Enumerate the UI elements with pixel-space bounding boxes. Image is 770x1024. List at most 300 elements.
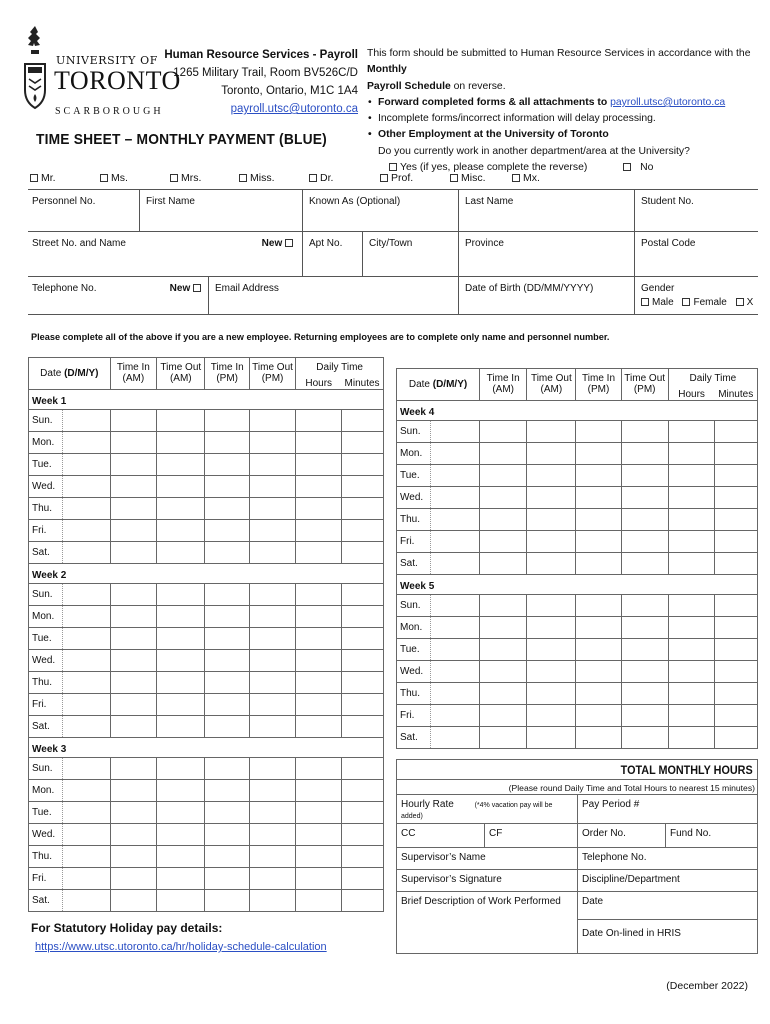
time-in-pm-cell[interactable] — [576, 508, 621, 530]
hours-cell[interactable] — [668, 508, 714, 530]
time-out-pm-cell[interactable] — [621, 660, 668, 682]
time-in-am-cell[interactable] — [110, 715, 156, 737]
day-cell[interactable]: Thu. — [29, 845, 111, 867]
table-row — [397, 486, 758, 508]
first-name-field[interactable]: First Name — [139, 190, 302, 231]
minutes-cell[interactable] — [341, 453, 383, 475]
time-in-am-cell[interactable] — [110, 671, 156, 693]
street-field[interactable]: Street No. and Name New — [28, 232, 302, 276]
time-in-am-cell[interactable] — [110, 801, 156, 823]
time-in-am-cell[interactable] — [480, 530, 527, 552]
time-in-pm-cell[interactable] — [576, 616, 621, 638]
day-cell[interactable]: Fri. — [29, 693, 111, 715]
time-in-pm-cell[interactable] — [205, 409, 249, 431]
day-cell[interactable]: Tue. — [29, 801, 111, 823]
personnel-no-field[interactable]: Personnel No. — [32, 196, 96, 207]
hours-cell[interactable] — [668, 464, 714, 486]
hours-cell[interactable] — [296, 671, 341, 693]
hours-cell[interactable] — [296, 519, 341, 541]
hours-cell[interactable] — [296, 823, 341, 845]
hours-cell[interactable] — [296, 889, 341, 911]
minutes-cell[interactable] — [341, 583, 383, 605]
date-hris-field[interactable]: Date On-lined in HRIS — [577, 920, 757, 954]
checkbox-icon[interactable] — [30, 174, 38, 182]
time-out-pm-cell[interactable] — [249, 889, 295, 911]
checkbox-icon[interactable] — [309, 174, 317, 182]
time-in-pm-cell[interactable] — [205, 845, 249, 867]
time-in-pm-cell[interactable] — [205, 757, 249, 779]
time-in-pm-cell[interactable] — [576, 442, 621, 464]
time-out-am-cell[interactable] — [527, 420, 576, 442]
time-in-am-cell[interactable] — [110, 845, 156, 867]
time-in-am-cell[interactable] — [110, 627, 156, 649]
time-out-am-cell[interactable] — [157, 453, 205, 475]
time-out-am-cell[interactable] — [157, 605, 205, 627]
minutes-cell[interactable] — [341, 497, 383, 519]
day-cell[interactable]: Tue. — [29, 453, 111, 475]
time-in-pm-cell[interactable] — [205, 693, 249, 715]
time-out-am-cell[interactable] — [157, 757, 205, 779]
day-cell[interactable]: Tue. — [397, 638, 480, 660]
minutes-cell[interactable] — [341, 801, 383, 823]
time-out-pm-cell[interactable] — [621, 616, 668, 638]
yes-checkbox[interactable] — [389, 163, 397, 171]
day-cell[interactable]: Fri. — [397, 704, 480, 726]
hours-cell[interactable] — [296, 757, 341, 779]
time-in-pm-cell[interactable] — [576, 682, 621, 704]
time-in-pm-cell[interactable] — [205, 867, 249, 889]
time-out-am-cell[interactable] — [157, 779, 205, 801]
time-in-am-cell[interactable] — [110, 541, 156, 563]
time-out-pm-cell[interactable] — [249, 671, 295, 693]
time-out-pm-cell[interactable] — [249, 453, 295, 475]
time-in-am-cell[interactable] — [110, 649, 156, 671]
time-in-pm-cell[interactable] — [205, 453, 249, 475]
time-in-am-cell[interactable] — [480, 552, 527, 574]
time-in-am-cell[interactable] — [480, 508, 527, 530]
time-out-pm-cell[interactable] — [249, 541, 295, 563]
day-cell[interactable]: Sat. — [29, 541, 111, 563]
time-out-pm-cell[interactable] — [249, 845, 295, 867]
checkbox-icon[interactable] — [450, 174, 458, 182]
time-out-am-cell[interactable] — [157, 867, 205, 889]
time-in-am-cell[interactable] — [110, 757, 156, 779]
time-out-am-cell[interactable] — [527, 726, 576, 748]
payroll-email-link[interactable]: payroll.utsc@utoronto.ca — [610, 96, 726, 108]
minutes-cell[interactable] — [714, 638, 757, 660]
time-out-am-cell[interactable] — [527, 594, 576, 616]
hours-cell[interactable] — [668, 594, 714, 616]
hourly-rate-field[interactable]: Hourly Rate (*4% vacation pay will be added) — [401, 799, 553, 820]
time-out-am-cell[interactable] — [157, 431, 205, 453]
minutes-cell[interactable] — [341, 845, 383, 867]
time-out-am-cell[interactable] — [157, 409, 205, 431]
email-field[interactable]: Email Address — [208, 277, 458, 314]
time-in-am-cell[interactable] — [480, 616, 527, 638]
day-cell[interactable]: Mon. — [397, 616, 480, 638]
time-out-am-cell[interactable] — [527, 552, 576, 574]
hours-cell[interactable] — [296, 779, 341, 801]
day-cell[interactable]: Thu. — [397, 682, 480, 704]
time-in-am-cell[interactable] — [110, 823, 156, 845]
time-out-pm-cell[interactable] — [621, 464, 668, 486]
time-in-am-cell[interactable] — [110, 453, 156, 475]
time-out-pm-cell[interactable] — [249, 627, 295, 649]
checkbox-icon[interactable] — [100, 174, 108, 182]
minutes-cell[interactable] — [341, 519, 383, 541]
time-out-am-cell[interactable] — [527, 530, 576, 552]
time-out-am-cell[interactable] — [527, 704, 576, 726]
checkbox-icon[interactable] — [193, 284, 201, 292]
time-in-am-cell[interactable] — [110, 519, 156, 541]
time-out-pm-cell[interactable] — [249, 823, 295, 845]
hours-cell[interactable] — [296, 453, 341, 475]
time-in-pm-cell[interactable] — [576, 464, 621, 486]
day-cell[interactable]: Fri. — [397, 530, 480, 552]
time-out-pm-cell[interactable] — [249, 497, 295, 519]
time-in-pm-cell[interactable] — [205, 519, 249, 541]
hours-cell[interactable] — [296, 715, 341, 737]
time-in-pm-cell[interactable] — [205, 889, 249, 911]
time-in-am-cell[interactable] — [480, 638, 527, 660]
discipline-field[interactable]: Discipline/Department — [577, 870, 757, 891]
hours-cell[interactable] — [668, 420, 714, 442]
time-out-am-cell[interactable] — [157, 627, 205, 649]
time-out-pm-cell[interactable] — [621, 420, 668, 442]
time-in-pm-cell[interactable] — [205, 497, 249, 519]
time-out-am-cell[interactable] — [527, 442, 576, 464]
cf-field[interactable]: CF — [484, 824, 577, 847]
province-field[interactable]: Province — [458, 232, 634, 276]
day-cell[interactable]: Tue. — [29, 627, 111, 649]
time-in-am-cell[interactable] — [480, 594, 527, 616]
minutes-cell[interactable] — [714, 464, 757, 486]
day-cell[interactable]: Wed. — [29, 649, 111, 671]
salutation-mr[interactable]: Mr. — [30, 172, 56, 184]
minutes-cell[interactable] — [341, 541, 383, 563]
hours-cell[interactable] — [296, 475, 341, 497]
minutes-cell[interactable] — [714, 726, 757, 748]
day-cell[interactable]: Fri. — [29, 519, 111, 541]
day-cell[interactable]: Mon. — [29, 431, 111, 453]
time-out-pm-cell[interactable] — [249, 693, 295, 715]
minutes-cell[interactable] — [341, 649, 383, 671]
time-in-pm-cell[interactable] — [576, 660, 621, 682]
checkbox-icon[interactable] — [682, 298, 690, 306]
time-in-am-cell[interactable] — [480, 682, 527, 704]
day-cell[interactable]: Mon. — [397, 442, 480, 464]
time-out-am-cell[interactable] — [157, 823, 205, 845]
time-out-pm-cell[interactable] — [621, 508, 668, 530]
minutes-cell[interactable] — [714, 486, 757, 508]
day-cell[interactable]: Thu. — [397, 508, 480, 530]
salutation-mrs[interactable]: Mrs. — [170, 172, 201, 184]
minutes-cell[interactable] — [714, 682, 757, 704]
supervisor-signature-field[interactable]: Supervisor’s Signature — [401, 874, 502, 885]
checkbox-icon[interactable] — [170, 174, 178, 182]
time-in-am-cell[interactable] — [480, 486, 527, 508]
time-in-am-cell[interactable] — [110, 497, 156, 519]
minutes-cell[interactable] — [341, 715, 383, 737]
time-in-am-cell[interactable] — [110, 409, 156, 431]
time-out-pm-cell[interactable] — [249, 757, 295, 779]
time-out-am-cell[interactable] — [157, 715, 205, 737]
hours-cell[interactable] — [296, 845, 341, 867]
hours-cell[interactable] — [668, 616, 714, 638]
time-out-am-cell[interactable] — [157, 475, 205, 497]
time-out-pm-cell[interactable] — [621, 594, 668, 616]
time-out-pm-cell[interactable] — [621, 442, 668, 464]
day-cell[interactable]: Mon. — [29, 605, 111, 627]
time-in-am-cell[interactable] — [480, 704, 527, 726]
pay-period-field[interactable]: Pay Period # — [577, 795, 757, 823]
time-out-pm-cell[interactable] — [621, 638, 668, 660]
time-in-am-cell[interactable] — [480, 660, 527, 682]
time-out-pm-cell[interactable] — [621, 704, 668, 726]
time-in-pm-cell[interactable] — [576, 486, 621, 508]
order-no-field[interactable]: Order No. — [577, 824, 665, 847]
time-out-pm-cell[interactable] — [621, 486, 668, 508]
time-in-am-cell[interactable] — [110, 475, 156, 497]
time-in-pm-cell[interactable] — [205, 605, 249, 627]
time-out-pm-cell[interactable] — [249, 867, 295, 889]
hours-cell[interactable] — [296, 497, 341, 519]
last-name-field[interactable]: Last Name — [458, 190, 634, 231]
day-cell[interactable]: Thu. — [29, 497, 111, 519]
time-out-pm-cell[interactable] — [249, 431, 295, 453]
time-in-am-cell[interactable] — [110, 605, 156, 627]
minutes-cell[interactable] — [714, 594, 757, 616]
hours-cell[interactable] — [668, 638, 714, 660]
checkbox-icon[interactable] — [512, 174, 520, 182]
time-in-am-cell[interactable] — [110, 431, 156, 453]
time-out-am-cell[interactable] — [157, 671, 205, 693]
time-out-am-cell[interactable] — [157, 693, 205, 715]
time-out-pm-cell[interactable] — [249, 801, 295, 823]
minutes-cell[interactable] — [714, 420, 757, 442]
time-out-am-cell[interactable] — [157, 519, 205, 541]
hours-cell[interactable] — [668, 486, 714, 508]
salutation-misc[interactable]: Misc. — [450, 172, 486, 184]
day-cell[interactable]: Sat. — [397, 726, 480, 748]
time-out-pm-cell[interactable] — [621, 530, 668, 552]
time-out-pm-cell[interactable] — [249, 583, 295, 605]
time-in-pm-cell[interactable] — [576, 638, 621, 660]
time-out-am-cell[interactable] — [157, 845, 205, 867]
day-cell[interactable]: Sun. — [29, 409, 111, 431]
time-out-am-cell[interactable] — [527, 486, 576, 508]
minutes-cell[interactable] — [341, 693, 383, 715]
time-in-am-cell[interactable] — [110, 889, 156, 911]
student-no-field[interactable]: Student No. — [634, 190, 758, 231]
salutation-prof[interactable]: Prof. — [380, 172, 413, 184]
minutes-cell[interactable] — [341, 779, 383, 801]
hr-email-link[interactable]: payroll.utsc@utoronto.ca — [230, 103, 358, 115]
time-out-pm-cell[interactable] — [249, 779, 295, 801]
hours-cell[interactable] — [668, 660, 714, 682]
minutes-cell[interactable] — [714, 508, 757, 530]
time-in-pm-cell[interactable] — [205, 583, 249, 605]
time-out-pm-cell[interactable] — [249, 475, 295, 497]
salutation-dr[interactable]: Dr. — [309, 172, 333, 184]
salutation-miss[interactable]: Miss. — [239, 172, 275, 184]
time-in-pm-cell[interactable] — [205, 823, 249, 845]
checkbox-icon[interactable] — [641, 298, 649, 306]
no-checkbox[interactable] — [623, 163, 631, 171]
time-out-pm-cell[interactable] — [249, 519, 295, 541]
time-in-am-cell[interactable] — [110, 867, 156, 889]
day-cell[interactable]: Mon. — [29, 779, 111, 801]
checkbox-icon[interactable] — [380, 174, 388, 182]
time-out-pm-cell[interactable] — [621, 682, 668, 704]
time-in-pm-cell[interactable] — [576, 594, 621, 616]
day-cell[interactable]: Wed. — [397, 660, 480, 682]
time-out-pm-cell[interactable] — [249, 409, 295, 431]
minutes-cell[interactable] — [714, 552, 757, 574]
hours-cell[interactable] — [296, 867, 341, 889]
hours-cell[interactable] — [668, 704, 714, 726]
telephone-new[interactable]: New — [170, 283, 204, 294]
hours-cell[interactable] — [296, 801, 341, 823]
day-cell[interactable]: Wed. — [397, 486, 480, 508]
minutes-cell[interactable] — [341, 671, 383, 693]
day-cell[interactable]: Wed. — [29, 823, 111, 845]
hours-cell[interactable] — [296, 583, 341, 605]
hours-cell[interactable] — [296, 431, 341, 453]
time-in-am-cell[interactable] — [480, 464, 527, 486]
telephone-no-field[interactable]: Telephone No. — [577, 848, 757, 869]
hours-cell[interactable] — [668, 726, 714, 748]
day-cell[interactable]: Sun. — [397, 420, 480, 442]
time-in-pm-cell[interactable] — [576, 530, 621, 552]
day-cell[interactable]: Sun. — [397, 594, 480, 616]
fund-no-field[interactable]: Fund No. — [665, 824, 757, 847]
holiday-link[interactable]: https://www.utsc.utoronto.ca/hr/holiday-schedule-calculation — [35, 941, 327, 953]
day-cell[interactable]: Tue. — [397, 464, 480, 486]
supervisor-name-field[interactable]: Supervisor’s Name — [401, 852, 486, 863]
time-out-am-cell[interactable] — [157, 497, 205, 519]
time-in-pm-cell[interactable] — [205, 475, 249, 497]
day-cell[interactable]: Sat. — [29, 889, 111, 911]
time-in-am-cell[interactable] — [480, 442, 527, 464]
time-out-pm-cell[interactable] — [621, 552, 668, 574]
time-in-pm-cell[interactable] — [205, 649, 249, 671]
hours-cell[interactable] — [296, 693, 341, 715]
hours-cell[interactable] — [296, 409, 341, 431]
hours-cell[interactable] — [296, 605, 341, 627]
time-out-am-cell[interactable] — [157, 541, 205, 563]
minutes-cell[interactable] — [341, 475, 383, 497]
minutes-cell[interactable] — [714, 660, 757, 682]
minutes-cell[interactable] — [714, 704, 757, 726]
dob-field[interactable]: Date of Birth (DD/MM/YYYY) — [458, 277, 634, 314]
hours-cell[interactable] — [668, 552, 714, 574]
minutes-cell[interactable] — [714, 442, 757, 464]
minutes-cell[interactable] — [341, 823, 383, 845]
time-out-pm-cell[interactable] — [249, 715, 295, 737]
time-in-pm-cell[interactable] — [205, 801, 249, 823]
time-out-am-cell[interactable] — [527, 508, 576, 530]
time-out-am-cell[interactable] — [157, 649, 205, 671]
time-in-pm-cell[interactable] — [205, 627, 249, 649]
time-out-pm-cell[interactable] — [249, 649, 295, 671]
minutes-cell[interactable] — [341, 867, 383, 889]
minutes-cell[interactable] — [341, 409, 383, 431]
apt-field[interactable]: Apt No. — [302, 232, 362, 276]
minutes-cell[interactable] — [341, 431, 383, 453]
salutation-mx[interactable]: Mx. — [512, 172, 540, 184]
time-in-pm-cell[interactable] — [205, 541, 249, 563]
time-in-pm-cell[interactable] — [576, 552, 621, 574]
day-cell[interactable]: Sun. — [29, 757, 111, 779]
postal-code-field[interactable]: Postal Code — [634, 232, 758, 276]
time-out-am-cell[interactable] — [527, 638, 576, 660]
date-field[interactable]: Date — [577, 892, 757, 920]
hours-cell[interactable] — [668, 682, 714, 704]
time-out-am-cell[interactable] — [157, 801, 205, 823]
day-cell[interactable]: Wed. — [29, 475, 111, 497]
checkbox-icon[interactable] — [239, 174, 247, 182]
time-out-am-cell[interactable] — [157, 889, 205, 911]
known-as-field[interactable]: Known As (Optional) — [302, 190, 458, 231]
checkbox-icon[interactable] — [285, 239, 293, 247]
minutes-cell[interactable] — [341, 889, 383, 911]
time-out-am-cell[interactable] — [527, 616, 576, 638]
time-in-pm-cell[interactable] — [205, 715, 249, 737]
time-in-pm-cell[interactable] — [205, 671, 249, 693]
city-field[interactable]: City/Town — [362, 232, 458, 276]
time-in-am-cell[interactable] — [110, 779, 156, 801]
day-cell[interactable]: Sun. — [29, 583, 111, 605]
checkbox-icon[interactable] — [736, 298, 744, 306]
day-cell[interactable]: Sat. — [397, 552, 480, 574]
time-in-pm-cell[interactable] — [576, 726, 621, 748]
minutes-cell[interactable] — [341, 627, 383, 649]
time-in-am-cell[interactable] — [480, 726, 527, 748]
street-new[interactable]: New — [262, 238, 296, 249]
minutes-cell[interactable] — [341, 757, 383, 779]
day-cell[interactable]: Thu. — [29, 671, 111, 693]
time-out-am-cell[interactable] — [157, 583, 205, 605]
hours-cell[interactable] — [296, 627, 341, 649]
salutation-ms[interactable]: Ms. — [100, 172, 128, 184]
time-out-am-cell[interactable] — [527, 660, 576, 682]
day-cell[interactable]: Fri. — [29, 867, 111, 889]
time-out-am-cell[interactable] — [527, 464, 576, 486]
minutes-cell[interactable] — [714, 530, 757, 552]
time-out-pm-cell[interactable] — [249, 605, 295, 627]
time-in-am-cell[interactable] — [110, 583, 156, 605]
time-in-am-cell[interactable] — [110, 693, 156, 715]
time-in-am-cell[interactable] — [480, 420, 527, 442]
hours-cell[interactable] — [296, 649, 341, 671]
time-out-am-cell[interactable] — [527, 682, 576, 704]
time-in-pm-cell[interactable] — [205, 431, 249, 453]
day-cell[interactable]: Sat. — [29, 715, 111, 737]
hours-cell[interactable] — [668, 530, 714, 552]
time-in-pm-cell[interactable] — [576, 704, 621, 726]
minutes-cell[interactable] — [341, 605, 383, 627]
time-in-pm-cell[interactable] — [576, 420, 621, 442]
minutes-cell[interactable] — [714, 616, 757, 638]
time-in-pm-cell[interactable] — [205, 779, 249, 801]
hours-cell[interactable] — [296, 541, 341, 563]
work-description-field[interactable]: Brief Description of Work Performed — [401, 896, 561, 907]
telephone-field[interactable]: Telephone No. New — [28, 277, 208, 314]
hours-cell[interactable] — [668, 442, 714, 464]
time-out-pm-cell[interactable] — [621, 726, 668, 748]
cc-field[interactable]: CC — [401, 828, 416, 839]
